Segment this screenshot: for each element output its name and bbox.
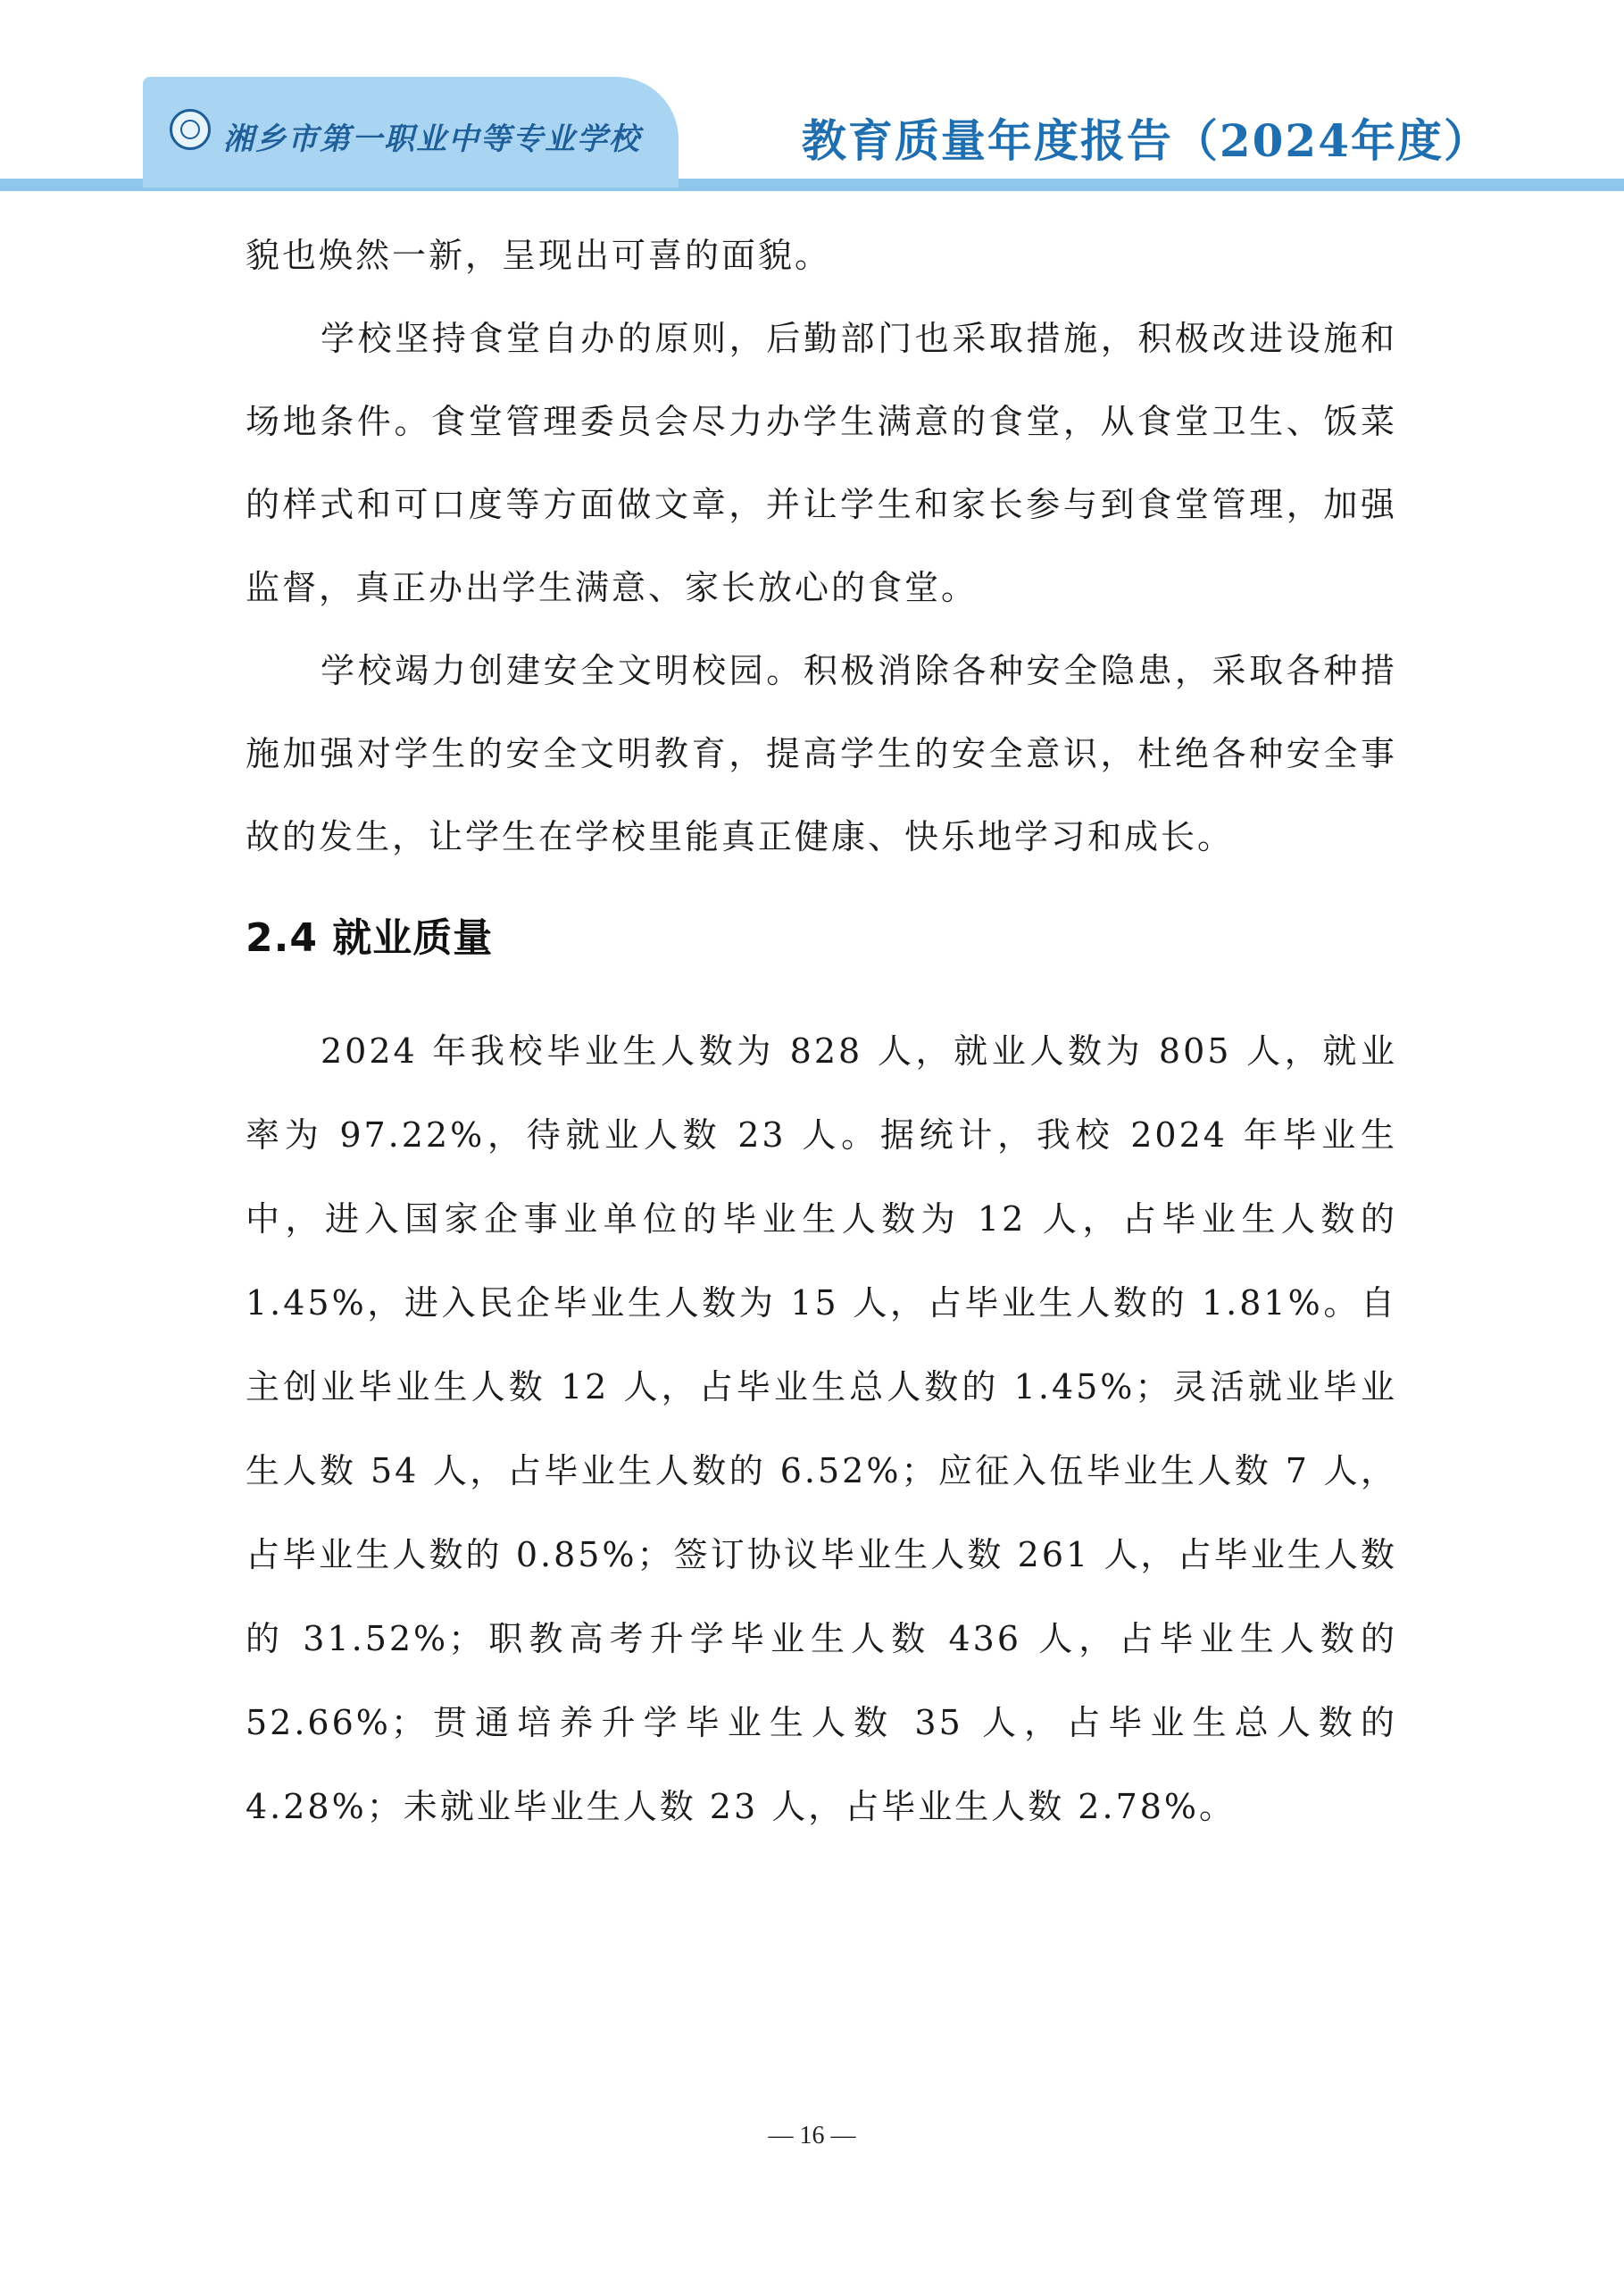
page-content — [246, 214, 1397, 1849]
school-name: 湘乡市第一职业中等专业学校 — [223, 121, 641, 157]
page-header — [0, 0, 1624, 196]
paragraph-employment: 2024 年我校毕业生人数为 828 人，就业人数为 805 人，就业率为 97.22%，待就业人数 23 人。据统计，我校 2024 年毕业生中，进入国家企事业单位的毕业生人数为 12 人，占毕业生人数的 1.45%，进入民企毕业生人数为 15 人，占毕业生人数的 1.81%。自主创业毕业生人数 12 人，占毕业生总人数的 1.45%；灵活就业毕业生人数 54 人，占毕业生人数的 6.52%；应征入伍毕业生人数 7 人，占毕业生人数的 0.85%；签订协议毕业生人数 261 人，占毕业生人数的 31.52%；职教高考升学毕业生人数 436 人，占毕业生人数的 52.66%；贯通培养升学毕业生人数 35 人，占毕业生总人数的 4.28%；未就业毕业生人数 23 人，占毕业生人数 2.78%。 — [246, 1031, 1397, 1826]
paragraph-continued: 貌也焕然一新，呈现出可喜的面貌。 — [246, 236, 832, 275]
paragraph-canteen: 学校坚持食堂自办的原则，后勤部门也采取措施，积极改进设施和场地条件。食堂管理委员会尽力办学生满意的食堂，从食堂卫生、饭菜的样式和可口度等方面做文章，并让学生和家长参与到食堂管理，加强监督，真正办出学生满意、家长放心的食堂。 — [246, 319, 1397, 607]
school-emblem-icon — [170, 109, 211, 150]
page-number: — 16 — — [768, 2122, 856, 2149]
paragraph-safety: 学校竭力创建安全文明校园。积极消除各种安全隐患，采取各种措施加强对学生的安全文明教育，提高学生的安全意识，杜绝各种安全事故的发生，让学生在学校里能真正健康、快乐地学习和成长。 — [246, 651, 1397, 856]
report-title: 教育质量年度报告（2024年度） — [801, 114, 1490, 167]
section-heading: 2.4 就业质量 — [246, 915, 494, 961]
